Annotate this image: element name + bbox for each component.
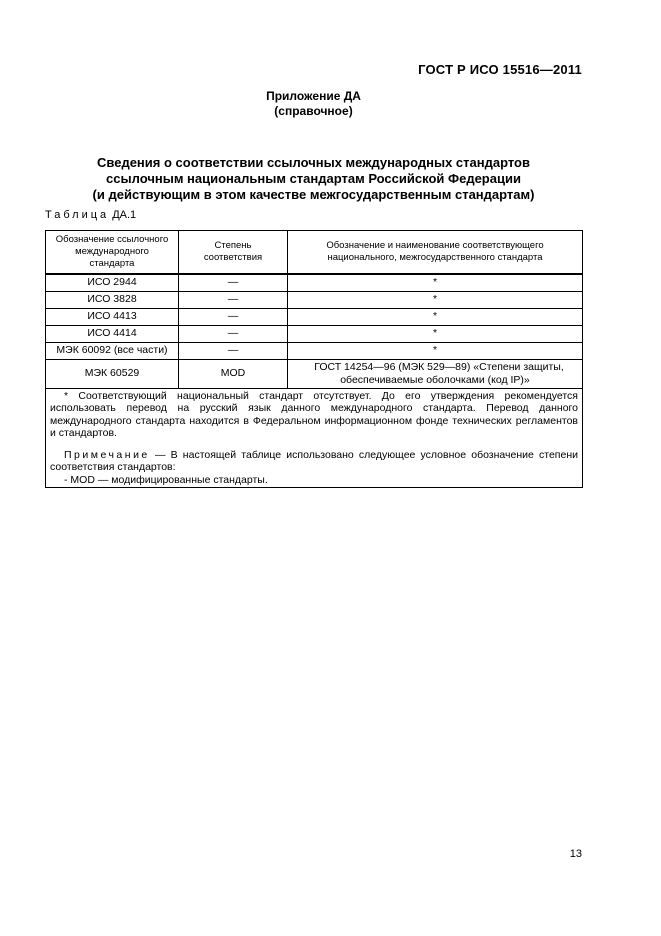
cell-match: * — [288, 274, 583, 291]
table-row — [46, 308, 583, 325]
section-title-line1: Сведения о соответствии ссылочных международных стандартов — [97, 155, 530, 170]
table-row — [46, 274, 583, 291]
cell-degree: MOD — [179, 359, 288, 388]
cell-degree: — — [179, 325, 288, 342]
cell-standard: МЭК 60092 (все части) — [46, 342, 179, 359]
table-row — [46, 342, 583, 359]
cell-standard: ИСО 3828 — [46, 291, 179, 308]
cell-degree: — — [179, 308, 288, 325]
cell-match: * — [288, 325, 583, 342]
cell-degree: — — [179, 291, 288, 308]
section-title-line2: ссылочным национальным стандартам Российской Федерации — [106, 171, 521, 186]
document-code-header: ГОСТ Р ИСО 15516—2011 — [418, 62, 582, 77]
table-row — [46, 291, 583, 308]
cell-degree: — — [179, 274, 288, 291]
cell-standard: ИСО 2944 — [46, 274, 179, 291]
table-row — [46, 359, 583, 388]
cell-match: * — [288, 342, 583, 359]
note-item-mod: - MOD — модифицированные стандарты. — [64, 473, 268, 486]
appendix-heading-line2: (справочное) — [274, 104, 353, 118]
appendix-heading-line1: Приложение ДА — [266, 89, 361, 103]
table-caption-number: ДА.1 — [112, 209, 137, 221]
cell-match: * — [288, 291, 583, 308]
cell-match: * — [288, 308, 583, 325]
table-note — [50, 449, 578, 474]
note-text: — В настоящей таблице использовано следующее условное обозначение степени соответствия стандартов: — [50, 448, 578, 473]
column-header-national-standard: Обозначение и наименование соответствующего национального, межгосударственного стандарта — [288, 231, 583, 275]
section-title-line3: (и действующим в этом качестве межгосударственным стандартам) — [92, 187, 535, 202]
table-row — [46, 325, 583, 342]
standards-correspondence-table — [45, 230, 583, 488]
cell-standard: ИСО 4414 — [46, 325, 179, 342]
table-caption-word: Таблица — [45, 209, 110, 221]
table-footer-row — [46, 388, 583, 488]
cell-degree: — — [179, 342, 288, 359]
table-header-row — [46, 231, 583, 275]
table-footnote-cell — [46, 388, 583, 488]
page-number: 13 — [569, 848, 582, 860]
cell-standard: МЭК 60529 — [46, 359, 179, 388]
cell-standard: ИСО 4413 — [46, 308, 179, 325]
appendix-heading — [45, 89, 582, 119]
cell-match: ГОСТ 14254—96 (МЭК 529—89) «Степени защиты, обеспечиваемые оболочками (код IP)» — [288, 359, 583, 388]
column-header-degree: Степень соответствия — [179, 231, 288, 275]
section-title — [45, 155, 582, 203]
table-footnote: * Соответствующий национальный стандарт отсутствует. До его утверждения рекомендуется использовать перевод на русский язык данного международного стандарта. Перевод данного международного стандарта находится в Федеральном информационном фонде технических регламентов и стандартов. — [50, 389, 578, 439]
note-label: Примечание — [64, 448, 150, 461]
column-header-international-standard: Обозначение ссылочного международного стандарта — [46, 231, 179, 275]
table-caption — [45, 209, 136, 221]
